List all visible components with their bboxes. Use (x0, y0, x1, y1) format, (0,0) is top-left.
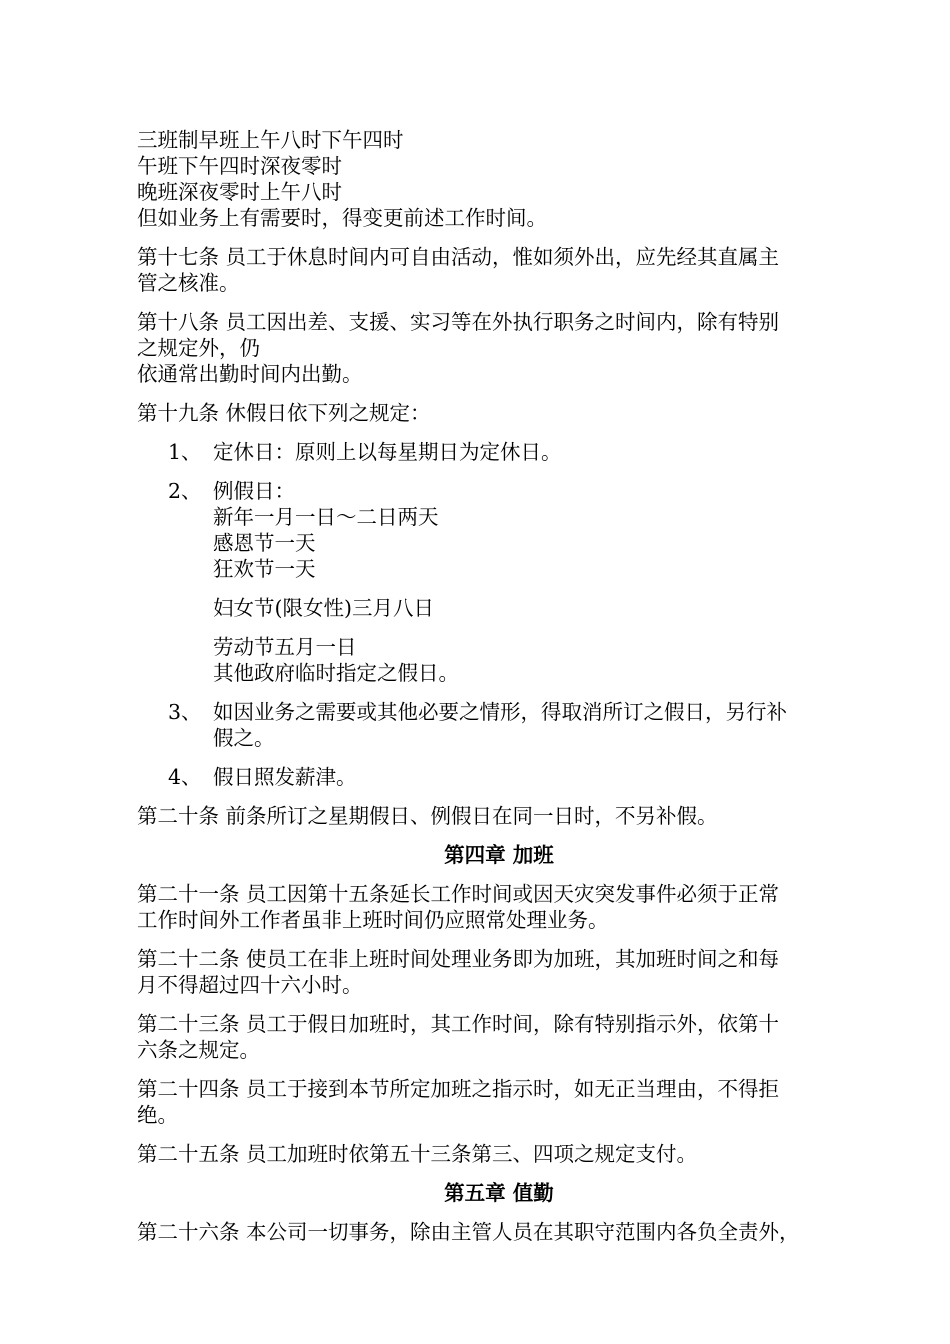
holiday-line: 其他政府临时指定之假日。 (213, 661, 459, 685)
list-item-text: 例假日： (213, 479, 295, 503)
article-22-line: 月不得超过四十六小时。 (137, 973, 363, 997)
article-19-title: 第十九条 休假日依下列之规定： (137, 401, 431, 425)
shift-line: 晚班深夜零时上午八时 (137, 180, 342, 204)
article-26-line: 第二十六条 本公司一切事务，除由主管人员在其职守范围内各负全责外， (137, 1220, 800, 1244)
article-25-line: 第二十五条 员工加班时依第五十三条第三、四项之规定支付。 (137, 1142, 698, 1166)
article-18-line: 之规定外，仍 (137, 336, 260, 360)
list-number: 2、 (168, 479, 202, 503)
article-22-line: 第二十二条 使员工在非上班时间处理业务即为加班，其加班时间之和每 (137, 947, 780, 971)
list-item-text: 如因业务之需要或其他必要之情形，得取消所订之假日，另行补 (213, 700, 787, 724)
article-18-line: 依通常出勤时间内出勤。 (137, 362, 363, 386)
article-21-line: 工作时间外工作者虽非上班时间仍应照常处理业务。 (137, 908, 609, 932)
list-item-text: 假日照发薪津。 (213, 765, 357, 789)
article-18-line: 第十八条 员工因出差、支援、实习等在外执行职务之时间内，除有特别 (137, 310, 780, 334)
article-20-line: 第二十条 前条所订之星期假日、例假日在同一日时，不另补假。 (137, 804, 718, 828)
list-item-text: 定休日：原则上以每星期日为定休日。 (213, 440, 562, 464)
list-number: 4、 (168, 765, 202, 789)
shift-line: 三班制早班上午八时下午四时 (137, 128, 404, 152)
article-17-line: 第十七条 员工于休息时间内可自由活动，惟如须外出，应先经其直属主 (137, 245, 780, 269)
holiday-line: 劳动节五月一日 (213, 635, 357, 659)
shift-note: 但如业务上有需要时，得变更前述工作时间。 (137, 206, 547, 230)
holiday-line: 狂欢节一天 (213, 557, 316, 581)
holiday-line: 妇女节(限女性)三月八日 (213, 596, 434, 620)
list-number: 1、 (168, 440, 202, 464)
chapter-heading: 第五章 值勤 (444, 1181, 554, 1205)
article-23-line: 第二十三条 员工于假日加班时，其工作时间，除有特别指示外，依第十 (137, 1012, 780, 1036)
shift-line: 午班下午四时深夜零时 (137, 154, 342, 178)
article-24-line: 绝。 (137, 1103, 178, 1127)
article-17-line: 管之核准。 (137, 271, 240, 295)
list-number: 3、 (168, 700, 202, 724)
article-21-line: 第二十一条 员工因第十五条延长工作时间或因天灾突发事件必须于正常 (137, 882, 780, 906)
holiday-line: 感恩节一天 (213, 531, 316, 555)
list-item-text: 假之。 (213, 726, 275, 750)
holiday-line: 新年一月一日～二日两天 (213, 505, 439, 529)
article-23-line: 六条之规定。 (137, 1038, 260, 1062)
chapter-heading: 第四章 加班 (444, 843, 554, 867)
article-24-line: 第二十四条 员工于接到本节所定加班之指示时，如无正当理由，不得拒 (137, 1077, 780, 1101)
